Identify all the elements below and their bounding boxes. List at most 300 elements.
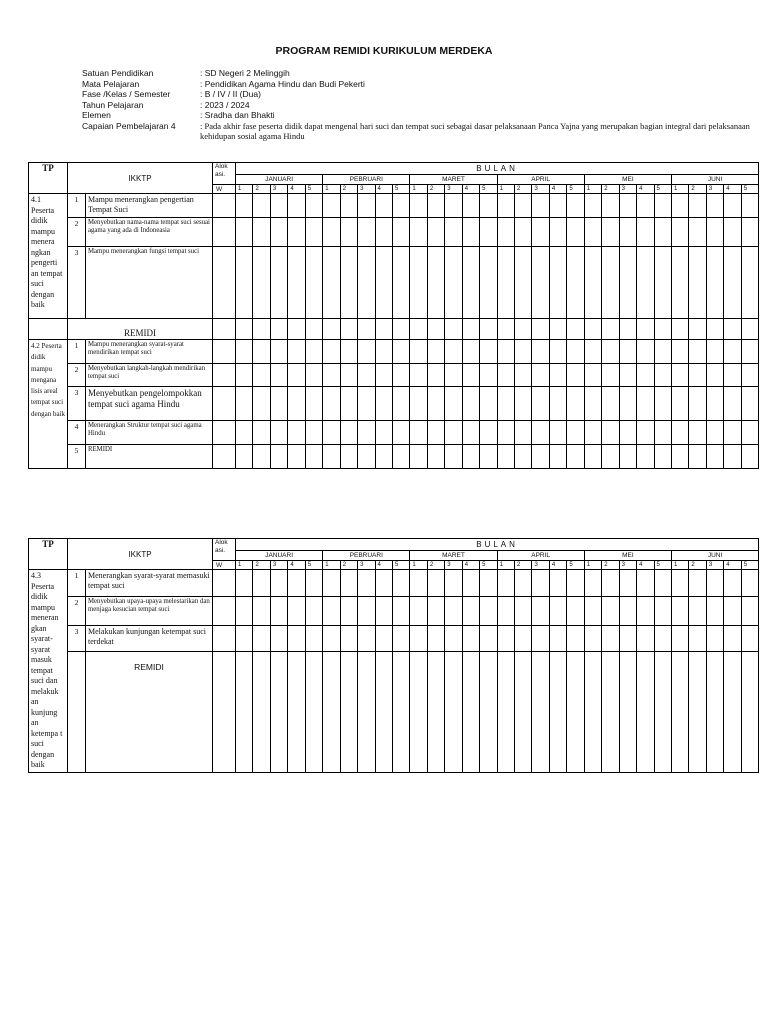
indicator-text: Mampu menerangkan fungsi tempat suci bbox=[86, 247, 213, 319]
schedule-cell bbox=[602, 319, 619, 340]
schedule-cell bbox=[532, 570, 549, 597]
schedule-cell bbox=[375, 570, 392, 597]
schedule-cell bbox=[392, 445, 409, 469]
schedule-cell bbox=[567, 319, 584, 340]
schedule-cell bbox=[515, 652, 532, 772]
schedule-cell bbox=[619, 570, 636, 597]
header-week-number: 3 bbox=[619, 185, 636, 194]
schedule-cell bbox=[288, 445, 305, 469]
schedule-cell bbox=[706, 652, 723, 772]
schedule-cell bbox=[375, 626, 392, 652]
schedule-cell bbox=[305, 626, 322, 652]
schedule-cell bbox=[480, 626, 497, 652]
schedule-cell bbox=[532, 421, 549, 445]
schedule-cell bbox=[410, 445, 427, 469]
schedule-cell bbox=[427, 340, 444, 364]
schedule-cell bbox=[497, 218, 514, 247]
schedule-cell bbox=[619, 218, 636, 247]
header-week-number: 5 bbox=[305, 561, 322, 570]
schedule-cell bbox=[741, 445, 758, 469]
schedule-cell bbox=[515, 194, 532, 218]
schedule-cell bbox=[602, 387, 619, 421]
schedule-cell bbox=[427, 387, 444, 421]
schedule-cell bbox=[253, 340, 270, 364]
schedule-cell bbox=[654, 387, 671, 421]
header-week-number: 1 bbox=[497, 561, 514, 570]
schedule-cell bbox=[410, 596, 427, 626]
schedule-cell bbox=[410, 626, 427, 652]
schedule-cell bbox=[410, 570, 427, 597]
schedule-cell bbox=[584, 218, 601, 247]
schedule-cell bbox=[584, 364, 601, 387]
schedule-cell bbox=[619, 194, 636, 218]
schedule-cell bbox=[619, 596, 636, 626]
schedule-cell bbox=[741, 596, 758, 626]
item-number: 3 bbox=[68, 387, 86, 421]
header-week-label: W bbox=[213, 561, 236, 570]
schedule-cell bbox=[480, 421, 497, 445]
remidi-table-1 bbox=[28, 162, 759, 469]
header-week-number: 1 bbox=[236, 561, 253, 570]
header-week-number: 3 bbox=[706, 185, 723, 194]
header-month: JUNI bbox=[671, 175, 758, 185]
schedule-cell bbox=[584, 387, 601, 421]
schedule-cell bbox=[689, 421, 706, 445]
indicator-text: Menerangkan syarat-syarat memasuki tempat suci bbox=[86, 570, 213, 597]
header-week-number: 5 bbox=[305, 185, 322, 194]
schedule-cell bbox=[741, 218, 758, 247]
schedule-cell bbox=[515, 570, 532, 597]
indicator-text: Menyebutkan langkah-langkah mendirikan tempat suci bbox=[86, 364, 213, 387]
schedule-cell bbox=[288, 247, 305, 319]
schedule-cell bbox=[410, 247, 427, 319]
schedule-cell bbox=[305, 652, 322, 772]
schedule-cell bbox=[532, 626, 549, 652]
schedule-cell bbox=[480, 218, 497, 247]
schedule-cell bbox=[445, 387, 462, 421]
schedule-cell bbox=[724, 421, 741, 445]
schedule-cell bbox=[340, 387, 357, 421]
schedule-cell bbox=[567, 364, 584, 387]
schedule-cell bbox=[236, 421, 253, 445]
schedule-cell bbox=[567, 626, 584, 652]
schedule-cell bbox=[323, 596, 340, 626]
schedule-cell bbox=[305, 340, 322, 364]
remidi-label: REMIDI bbox=[68, 319, 213, 340]
alokasi-cell bbox=[213, 340, 236, 364]
schedule-cell bbox=[637, 596, 654, 626]
schedule-cell bbox=[619, 319, 636, 340]
schedule-cell bbox=[671, 445, 688, 469]
schedule-cell bbox=[497, 319, 514, 340]
header-month: MARET bbox=[410, 175, 497, 185]
schedule-cell bbox=[288, 421, 305, 445]
schedule-cell bbox=[288, 652, 305, 772]
schedule-cell bbox=[602, 570, 619, 597]
schedule-cell bbox=[480, 194, 497, 218]
schedule-cell bbox=[392, 364, 409, 387]
schedule-cell bbox=[637, 626, 654, 652]
schedule-cell bbox=[654, 194, 671, 218]
schedule-cell bbox=[532, 596, 549, 626]
header-week-number: 2 bbox=[602, 185, 619, 194]
schedule-cell bbox=[637, 218, 654, 247]
schedule-cell bbox=[549, 387, 566, 421]
schedule-cell bbox=[392, 596, 409, 626]
schedule-cell bbox=[323, 194, 340, 218]
schedule-cell bbox=[305, 421, 322, 445]
schedule-cell bbox=[445, 626, 462, 652]
table-row bbox=[29, 652, 759, 772]
schedule-cell bbox=[462, 596, 479, 626]
schedule-cell bbox=[480, 247, 497, 319]
schedule-cell bbox=[445, 570, 462, 597]
schedule-cell bbox=[497, 445, 514, 469]
schedule-cell bbox=[270, 387, 287, 421]
schedule-cell bbox=[619, 445, 636, 469]
schedule-cell bbox=[305, 319, 322, 340]
schedule-cell bbox=[549, 652, 566, 772]
meta-value: : 2023 / 2024 bbox=[200, 99, 250, 110]
schedule-cell bbox=[358, 387, 375, 421]
remidi-label: REMIDI bbox=[86, 652, 213, 772]
schedule-cell bbox=[654, 364, 671, 387]
alokasi-cell bbox=[213, 596, 236, 626]
indicator-text: Mampu menerangkan syarat-syarat mendirikan tempat suci bbox=[86, 340, 213, 364]
schedule-cell bbox=[724, 596, 741, 626]
schedule-cell bbox=[270, 570, 287, 597]
schedule-cell bbox=[270, 319, 287, 340]
header-month: JUNI bbox=[671, 551, 758, 561]
schedule-cell bbox=[515, 421, 532, 445]
schedule-cell bbox=[445, 421, 462, 445]
schedule-cell bbox=[462, 626, 479, 652]
alokasi-cell bbox=[213, 247, 236, 319]
schedule-cell bbox=[392, 218, 409, 247]
schedule-cell bbox=[706, 319, 723, 340]
header-week-number: 5 bbox=[392, 185, 409, 194]
schedule-cell bbox=[741, 387, 758, 421]
schedule-cell bbox=[515, 387, 532, 421]
meta-label: Capaian Pembelajaran 4 bbox=[82, 120, 176, 131]
schedule-cell bbox=[706, 596, 723, 626]
indicator-text: Menyebutkan pengelompokkan tempat suci agama Hindu bbox=[86, 387, 213, 421]
schedule-cell bbox=[462, 570, 479, 597]
schedule-cell bbox=[253, 626, 270, 652]
schedule-cell bbox=[741, 570, 758, 597]
schedule-cell bbox=[288, 570, 305, 597]
schedule-cell bbox=[323, 218, 340, 247]
table-row bbox=[29, 596, 759, 626]
schedule-cell bbox=[462, 247, 479, 319]
schedule-cell bbox=[427, 421, 444, 445]
schedule-cell bbox=[270, 364, 287, 387]
schedule-cell bbox=[532, 340, 549, 364]
schedule-cell bbox=[323, 652, 340, 772]
schedule-cell bbox=[741, 319, 758, 340]
schedule-cell bbox=[462, 194, 479, 218]
schedule-cell bbox=[497, 247, 514, 319]
item-number: 5 bbox=[68, 445, 86, 469]
schedule-cell bbox=[288, 387, 305, 421]
schedule-cell bbox=[532, 652, 549, 772]
schedule-cell bbox=[567, 194, 584, 218]
schedule-cell bbox=[724, 570, 741, 597]
schedule-cell bbox=[236, 387, 253, 421]
schedule-cell bbox=[706, 421, 723, 445]
header-week-number: 2 bbox=[427, 185, 444, 194]
schedule-cell bbox=[375, 247, 392, 319]
table-row bbox=[29, 218, 759, 247]
header-week-number: 3 bbox=[706, 561, 723, 570]
header-week-number: 1 bbox=[410, 185, 427, 194]
document-title: PROGRAM REMIDI KURIKULUM MERDEKA bbox=[275, 45, 493, 57]
schedule-cell bbox=[637, 319, 654, 340]
schedule-cell bbox=[358, 421, 375, 445]
schedule-cell bbox=[462, 319, 479, 340]
meta-label: Mata Pelajaran bbox=[82, 78, 140, 89]
schedule-cell bbox=[480, 387, 497, 421]
schedule-cell bbox=[427, 570, 444, 597]
schedule-cell bbox=[305, 218, 322, 247]
schedule-cell bbox=[445, 194, 462, 218]
schedule-cell bbox=[375, 445, 392, 469]
schedule-cell bbox=[532, 247, 549, 319]
schedule-cell bbox=[724, 626, 741, 652]
schedule-cell bbox=[497, 340, 514, 364]
schedule-cell bbox=[236, 319, 253, 340]
schedule-cell bbox=[323, 340, 340, 364]
schedule-cell bbox=[619, 364, 636, 387]
indicator-text: Melakukan kunjungan ketempat suci terdekat bbox=[86, 626, 213, 652]
header-week-number: 5 bbox=[480, 561, 497, 570]
header-week-number: 4 bbox=[549, 185, 566, 194]
header-week-number: 4 bbox=[724, 561, 741, 570]
schedule-cell bbox=[741, 421, 758, 445]
schedule-cell bbox=[445, 596, 462, 626]
schedule-cell bbox=[497, 387, 514, 421]
header-week-number: 4 bbox=[637, 185, 654, 194]
alokasi-cell bbox=[213, 218, 236, 247]
header-week-number: 2 bbox=[427, 561, 444, 570]
schedule-cell bbox=[236, 364, 253, 387]
schedule-cell bbox=[253, 247, 270, 319]
schedule-cell bbox=[392, 387, 409, 421]
schedule-cell bbox=[270, 247, 287, 319]
schedule-cell bbox=[358, 626, 375, 652]
schedule-cell bbox=[515, 364, 532, 387]
header-week-number: 1 bbox=[323, 185, 340, 194]
header-month: JANUARI bbox=[236, 551, 323, 561]
schedule-cell bbox=[480, 319, 497, 340]
meta-value: : B / IV / II (Dua) bbox=[200, 89, 261, 99]
schedule-cell bbox=[427, 626, 444, 652]
header-alokasi: Alok asi. bbox=[213, 539, 236, 561]
schedule-cell bbox=[724, 319, 741, 340]
schedule-cell bbox=[358, 247, 375, 319]
meta-info bbox=[82, 68, 762, 142]
remidi-table-2 bbox=[28, 538, 759, 773]
schedule-cell bbox=[288, 194, 305, 218]
table-row bbox=[29, 194, 759, 218]
schedule-cell bbox=[741, 340, 758, 364]
schedule-cell bbox=[654, 652, 671, 772]
schedule-cell bbox=[671, 652, 688, 772]
schedule-cell bbox=[654, 218, 671, 247]
alokasi-cell bbox=[213, 626, 236, 652]
schedule-cell bbox=[706, 247, 723, 319]
header-month: PEBRUARI bbox=[323, 551, 410, 561]
meta-label: Tahun Pelajaran bbox=[82, 99, 144, 110]
schedule-cell bbox=[654, 570, 671, 597]
schedule-cell bbox=[584, 570, 601, 597]
schedule-cell bbox=[358, 319, 375, 340]
item-number: 4 bbox=[68, 421, 86, 445]
schedule-cell bbox=[689, 652, 706, 772]
schedule-cell bbox=[270, 626, 287, 652]
schedule-cell bbox=[497, 194, 514, 218]
header-week-number: 2 bbox=[253, 185, 270, 194]
schedule-cell bbox=[689, 387, 706, 421]
header-week-number: 3 bbox=[270, 185, 287, 194]
schedule-cell bbox=[340, 364, 357, 387]
schedule-cell bbox=[619, 387, 636, 421]
header-alokasi: Alok asi. bbox=[213, 163, 236, 185]
schedule-cell bbox=[497, 652, 514, 772]
schedule-cell bbox=[270, 596, 287, 626]
schedule-cell bbox=[375, 194, 392, 218]
header-week-number: 3 bbox=[619, 561, 636, 570]
schedule-cell bbox=[305, 194, 322, 218]
header-week-number: 4 bbox=[375, 561, 392, 570]
empty-cell bbox=[29, 319, 68, 340]
schedule-cell bbox=[741, 247, 758, 319]
schedule-cell bbox=[637, 364, 654, 387]
item-number: 2 bbox=[68, 218, 86, 247]
schedule-cell bbox=[236, 596, 253, 626]
header-week-number: 3 bbox=[270, 561, 287, 570]
table-row bbox=[29, 364, 759, 387]
header-week-number: 1 bbox=[671, 561, 688, 570]
header-week-number: 4 bbox=[549, 561, 566, 570]
header-tp: TP bbox=[29, 539, 68, 570]
meta-value: : SD Negeri 2 Melinggih bbox=[200, 68, 290, 78]
schedule-cell bbox=[462, 340, 479, 364]
schedule-cell bbox=[445, 218, 462, 247]
header-month: PEBRUARI bbox=[323, 175, 410, 185]
schedule-cell bbox=[584, 596, 601, 626]
empty-cell bbox=[68, 652, 86, 772]
schedule-cell bbox=[358, 364, 375, 387]
table-row bbox=[29, 247, 759, 319]
schedule-cell bbox=[689, 218, 706, 247]
schedule-cell bbox=[515, 247, 532, 319]
schedule-cell bbox=[288, 626, 305, 652]
schedule-cell bbox=[236, 626, 253, 652]
schedule-cell bbox=[515, 319, 532, 340]
schedule-cell bbox=[549, 626, 566, 652]
schedule-cell bbox=[671, 570, 688, 597]
header-week-number: 2 bbox=[515, 185, 532, 194]
schedule-cell bbox=[392, 626, 409, 652]
header-month: JANUARI bbox=[236, 175, 323, 185]
schedule-cell bbox=[340, 340, 357, 364]
schedule-cell bbox=[445, 364, 462, 387]
schedule-cell bbox=[532, 218, 549, 247]
schedule-cell bbox=[532, 194, 549, 218]
indicator-text: REMIDI bbox=[86, 445, 213, 469]
schedule-cell bbox=[305, 570, 322, 597]
schedule-cell bbox=[305, 596, 322, 626]
schedule-cell bbox=[340, 570, 357, 597]
schedule-cell bbox=[288, 340, 305, 364]
schedule-cell bbox=[340, 626, 357, 652]
header-week-number: 4 bbox=[724, 185, 741, 194]
schedule-cell bbox=[480, 445, 497, 469]
schedule-cell bbox=[671, 319, 688, 340]
schedule-cell bbox=[637, 247, 654, 319]
table-row bbox=[29, 421, 759, 445]
schedule-cell bbox=[724, 194, 741, 218]
schedule-cell bbox=[497, 626, 514, 652]
schedule-cell bbox=[637, 445, 654, 469]
schedule-cell bbox=[515, 218, 532, 247]
meta-value: : Sradha dan Bhakti bbox=[200, 110, 275, 120]
schedule-cell bbox=[567, 387, 584, 421]
schedule-cell bbox=[706, 218, 723, 247]
header-month: MARET bbox=[410, 551, 497, 561]
schedule-cell bbox=[323, 626, 340, 652]
schedule-cell bbox=[741, 652, 758, 772]
schedule-cell bbox=[236, 570, 253, 597]
meta-label: Satuan Pendidikan bbox=[82, 68, 154, 78]
schedule-cell bbox=[253, 421, 270, 445]
schedule-cell bbox=[462, 218, 479, 247]
schedule-cell bbox=[706, 194, 723, 218]
alokasi-cell bbox=[213, 570, 236, 597]
header-bulan: BULAN bbox=[236, 539, 759, 551]
schedule-cell bbox=[602, 445, 619, 469]
schedule-cell bbox=[253, 445, 270, 469]
header-week-number: 4 bbox=[637, 561, 654, 570]
schedule-cell bbox=[323, 421, 340, 445]
header-week-number: 5 bbox=[392, 561, 409, 570]
schedule-cell bbox=[375, 421, 392, 445]
schedule-cell bbox=[375, 340, 392, 364]
item-number: 3 bbox=[68, 626, 86, 652]
schedule-cell bbox=[340, 421, 357, 445]
schedule-cell bbox=[236, 194, 253, 218]
schedule-cell bbox=[724, 218, 741, 247]
schedule-cell bbox=[671, 247, 688, 319]
indicator-text: Menyebutkan upaya-upaya melestarikan dan menjaga kesucian tempat suci bbox=[86, 596, 213, 626]
schedule-cell bbox=[410, 421, 427, 445]
schedule-cell bbox=[270, 218, 287, 247]
schedule-cell bbox=[741, 364, 758, 387]
schedule-cell bbox=[445, 247, 462, 319]
schedule-cell bbox=[323, 247, 340, 319]
schedule-cell bbox=[532, 387, 549, 421]
header-week-number: 4 bbox=[288, 185, 305, 194]
schedule-cell bbox=[706, 570, 723, 597]
schedule-cell bbox=[410, 652, 427, 772]
indicator-text: Menyebutkan nama-nama tempat suci sesuai agama yang ada di Indoneasia bbox=[86, 218, 213, 247]
schedule-cell bbox=[305, 364, 322, 387]
schedule-cell bbox=[392, 421, 409, 445]
header-week-number: 3 bbox=[532, 561, 549, 570]
header-week-number: 5 bbox=[741, 561, 758, 570]
schedule-cell bbox=[392, 247, 409, 319]
